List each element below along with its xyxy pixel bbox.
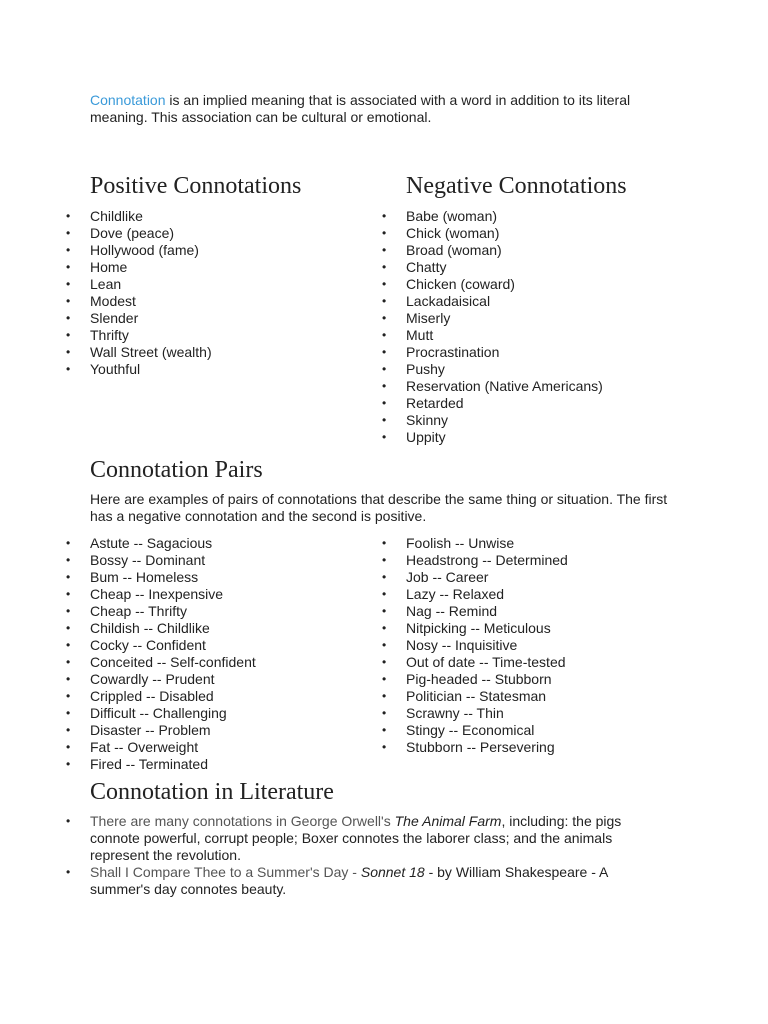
intro-text: is an implied meaning that is associated with a word in addition to its literal meaning. This association can be cultural or emotional. [90,92,631,125]
list-item: • Pig-headed -- Stubborn [406,671,568,688]
list-item: • Nosy -- Inquisitive [406,637,568,654]
list-item: • Headstrong -- Determined [406,552,568,569]
list-item: • Job -- Career [406,569,568,586]
list-item: • Lazy -- Relaxed [406,586,568,603]
literature-item-2-suffix: - by William Shakespeare - A summer's day connotes beauty. [90,864,608,897]
list-item: • Babe (woman) [406,208,603,225]
list-item: • Stubborn -- Persevering [406,739,568,756]
negative-connotations-heading: Negative Connotations [406,173,627,199]
list-item: • Dove (peace) [90,225,212,242]
list-item: • Lackadaisical [406,293,603,310]
literature-item-1-title: The Animal Farm [394,813,502,829]
list-item: • Retarded [406,395,603,412]
list-item: • Skinny [406,412,603,429]
intro-paragraph [90,92,690,126]
list-item: • Pushy [406,361,603,378]
positive-list [90,208,212,378]
list-item: • Thrifty [90,327,212,344]
list-item: • Cheap -- Thrifty [90,603,256,620]
positive-connotations-heading: Positive Connotations [90,173,302,199]
literature-item-2-title: Sonnet 18 [360,864,425,880]
list-item: • Nitpicking -- Meticulous [406,620,568,637]
literature-list [90,813,650,898]
list-item: • Conceited -- Self-confident [90,654,256,671]
literature-item-1-suffix: , including: the pigs connote powerful, corrupt people; Boxer connotes the laborer class; and the animals represent the revolution. [90,813,622,863]
pairs-left-list [90,535,256,773]
list-item: • Modest [90,293,212,310]
list-item: • Fat -- Overweight [90,739,256,756]
list-item: • Lean [90,276,212,293]
list-item: • Cocky -- Confident [90,637,256,654]
list-item: • Uppity [406,429,603,446]
list-item: • Mutt [406,327,603,344]
list-item: • Cowardly -- Prudent [90,671,256,688]
list-item: • Childish -- Childlike [90,620,256,637]
connotation-pairs-heading: Connotation Pairs [90,457,263,483]
list-item: • Fired -- Terminated [90,756,256,773]
list-item [90,813,650,864]
list-item: • Miserly [406,310,603,327]
list-item: • Foolish -- Unwise [406,535,568,552]
negative-list [406,208,603,446]
list-item: • Astute -- Sagacious [90,535,256,552]
list-item: • Bum -- Homeless [90,569,256,586]
list-item: • Stingy -- Economical [406,722,568,739]
list-item: • Crippled -- Disabled [90,688,256,705]
literature-item-1-prefix: There are many connotations in George Orwell's [90,813,395,829]
list-item: • Difficult -- Challenging [90,705,256,722]
list-item: • Wall Street (wealth) [90,344,212,361]
list-item: • Chick (woman) [406,225,603,242]
list-item: • Disaster -- Problem [90,722,256,739]
pairs-description: Here are examples of pairs of connotations that describe the same thing or situation. The first has a negative connotation and the second is positive. [90,491,668,524]
list-item: • Procrastination [406,344,603,361]
list-item: • Slender [90,310,212,327]
list-item: • Chicken (coward) [406,276,603,293]
list-item: • Reservation (Native Americans) [406,378,603,395]
list-item: • Out of date -- Time-tested [406,654,568,671]
pairs-right-list [406,535,568,756]
list-item: • Hollywood (fame) [90,242,212,259]
list-item: • Broad (woman) [406,242,603,259]
list-item: • Cheap -- Inexpensive [90,586,256,603]
connotation-link[interactable]: Connotation [90,92,166,108]
list-item: • Childlike [90,208,212,225]
literature-item-2-prefix: Shall I Compare Thee to a Summer's Day - [90,864,361,880]
connotation-literature-heading: Connotation in Literature [90,779,334,805]
list-item [90,864,650,898]
list-item: • Bossy -- Dominant [90,552,256,569]
list-item: • Politician -- Statesman [406,688,568,705]
list-item: • Home [90,259,212,276]
list-item: • Nag -- Remind [406,603,568,620]
list-item: • Youthful [90,361,212,378]
list-item: • Chatty [406,259,603,276]
list-item: • Scrawny -- Thin [406,705,568,722]
